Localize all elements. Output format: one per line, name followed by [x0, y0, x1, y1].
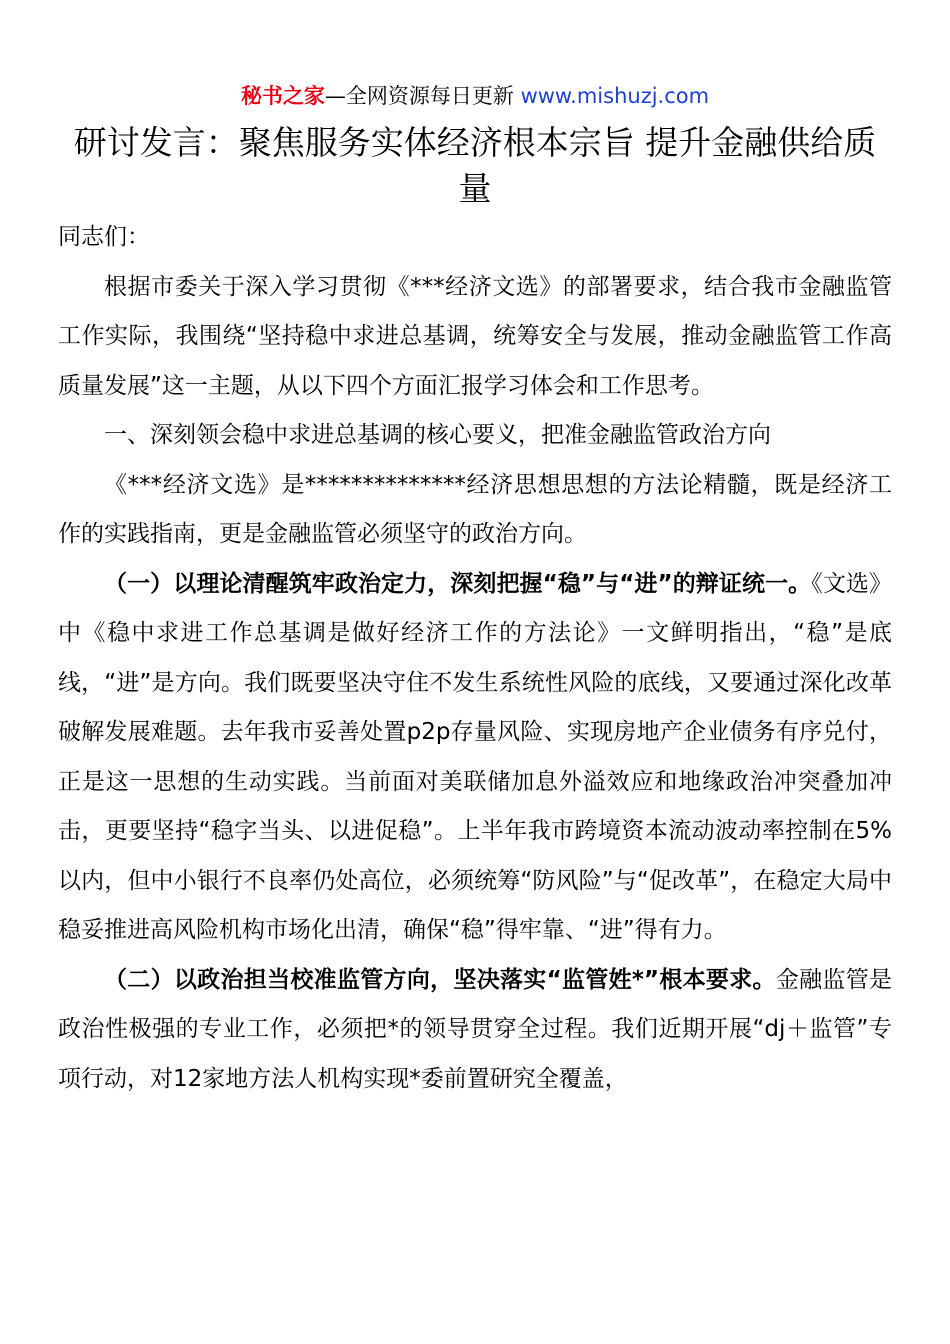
point-1-heading: （一）以理论清醒筑牢政治定力，深刻把握“稳”与“进”的辩证统一。 — [104, 570, 812, 597]
point-2-body: 金融监管是政治性极强的专业工作，必须把*的领导贯穿全过程。我们近期开展“dj＋监管”专项行动，对12家地方法人机构实现*委前置研究全覆盖， — [58, 966, 893, 1092]
point-1-body: 《文选》中《稳中求进工作总基调是做好经济工作的方法论》一文鲜明指出，“稳”是底线，“进”是方向。我们既要坚决守住不发生系统性风险的底线，又要通过深化改革破解发展难题。去年我市妥善处置p2p存量风险、实现房地产企业债务有序兑付，正是这一思想的生动实践。当前面对美联储加息外溢效应和地缘政治冲突叠加冲击，更要坚持“稳字当头、以进促稳”。上半年我市跨境资本流动波动率控制在5%以内，但中小银行不良率仍处高位，必须统筹“防风险”与“促改革”，在稳定大局中稳妥推进高风险机构市场化出清，确保“稳”得牢靠、“进”得有力。 — [58, 570, 893, 943]
salutation: 同志们： — [58, 224, 150, 250]
point-2-heading: （二）以政治担当校准监管方向，坚决落实“监管姓*”根本要求。 — [104, 966, 776, 993]
site-url-link[interactable]: www.mishuzj.com — [520, 84, 710, 108]
brand-name: 秘书之家 — [240, 84, 325, 108]
site-header — [58, 78, 892, 114]
section-1-paragraph: 《***经济文选》是**************经济思想思想的方法论精髓，既是经济工作的实践指南，更是金融监管必须坚守的政治方向。 — [58, 471, 892, 547]
point-2-paragraph — [58, 956, 892, 1105]
section-1-heading: 一、深刻领会稳中求进总基调的核心要义，把准金融监管政治方向 — [104, 422, 771, 448]
intro-paragraph: 根据市委关于深入学习贯彻《***经济文选》的部署要求，结合我市金融监管工作实际，我围绕“坚持稳中求进总基调，统筹安全与发展，推动金融监管工作高质量发展”这一主题，从以下四个方面汇报学习体会和工作思考。 — [58, 273, 892, 399]
document-title: 研讨发言：聚焦服务实体经济根本宗旨 提升金融供给质量 — [73, 123, 877, 208]
header-tagline: —全网资源每日更新 — [324, 84, 521, 108]
point-1-paragraph — [58, 560, 892, 956]
